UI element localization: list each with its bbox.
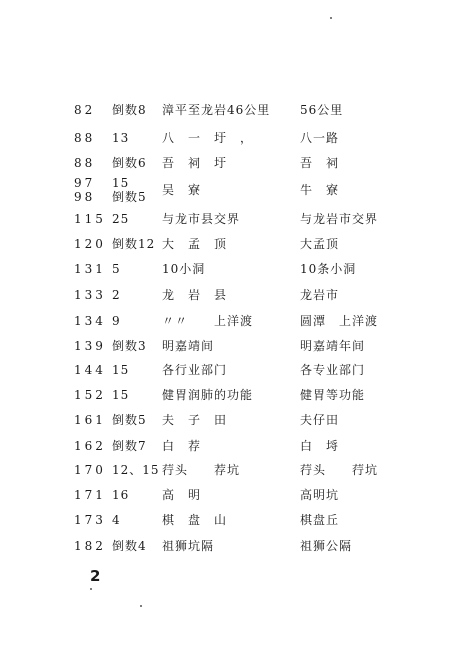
correct-text-cell: 56公里 xyxy=(300,103,344,117)
line-cell: 倒数7 xyxy=(112,439,147,453)
correct-text-cell: 棋盘丘 xyxy=(300,513,340,527)
wrong-text-cell: 明嘉靖间 xyxy=(162,339,215,353)
line-cell: 15 xyxy=(112,388,130,402)
errata-row xyxy=(0,510,450,530)
page-cell: 170 xyxy=(74,463,106,477)
wrong-text-cell: 吾 祠 圩 xyxy=(162,156,228,170)
errata-row xyxy=(0,410,450,430)
wrong-text-cell: 高 明 xyxy=(162,488,202,502)
wrong-text-cell: 〃〃 上洋渡 xyxy=(162,314,254,328)
correct-text-cell: 牛 寮 xyxy=(300,183,340,197)
correct-text-cell: 白 埓 xyxy=(300,439,340,453)
correct-text-cell: 荇头 荇坑 xyxy=(300,463,379,477)
wrong-text-cell: 10小洞 xyxy=(162,262,206,276)
correct-text-cell: 与龙岩市交界 xyxy=(300,212,379,226)
correct-text-cell: 八一路 xyxy=(300,131,340,145)
page-number: 2 xyxy=(90,567,101,585)
page-cell: 182 xyxy=(74,539,106,553)
page-cell: 131 xyxy=(74,262,106,276)
line-cell: 倒数4 xyxy=(112,539,147,553)
line-cell: 倒数5 xyxy=(112,413,147,427)
errata-row xyxy=(0,128,450,148)
correct-text-cell: 祖狮公隔 xyxy=(300,539,353,553)
page-cell: 120 xyxy=(74,237,106,251)
page-value-secondary: 98 xyxy=(74,190,96,204)
wrong-text-cell: 白 荐 xyxy=(162,439,202,453)
scan-speck xyxy=(140,605,142,607)
wrong-text-cell: 祖狮坑隔 xyxy=(162,539,215,553)
correct-text-cell: 吾 祠 xyxy=(300,156,340,170)
errata-row xyxy=(0,336,450,356)
errata-row xyxy=(0,311,450,331)
line-cell: 15 xyxy=(112,363,130,377)
wrong-text-cell: 与龙市县交界 xyxy=(162,212,241,226)
page-cell: 144 xyxy=(74,363,106,377)
errata-row xyxy=(0,176,450,204)
page-cell: 171 xyxy=(74,488,106,502)
wrong-text-cell: 棋 盘 山 xyxy=(162,513,228,527)
correct-text-cell: 龙岩市 xyxy=(300,288,340,302)
scan-speck xyxy=(330,17,332,19)
errata-row xyxy=(0,234,450,254)
line-value: 15 xyxy=(112,176,130,190)
line-cell xyxy=(112,176,147,204)
wrong-text-cell: 荇头 荐坑 xyxy=(162,463,241,477)
page-cell: 88 xyxy=(74,131,96,145)
line-cell: 倒数3 xyxy=(112,339,147,353)
line-cell: 12、15 xyxy=(112,463,160,477)
correct-text-cell: 大孟顶 xyxy=(300,237,340,251)
errata-row xyxy=(0,100,450,120)
wrong-text-cell: 夫 子 田 xyxy=(162,413,228,427)
wrong-text-cell: 大 孟 顶 xyxy=(162,237,228,251)
correct-text-cell: 健胃等功能 xyxy=(300,388,366,402)
line-cell: 倒数6 xyxy=(112,156,147,170)
page-cell: 161 xyxy=(74,413,106,427)
page-cell: 133 xyxy=(74,288,106,302)
wrong-text-cell: 漳平至龙岩46公里 xyxy=(162,103,271,117)
errata-row xyxy=(0,285,450,305)
page-cell: 152 xyxy=(74,388,106,402)
correct-text-cell: 高明坑 xyxy=(300,488,340,502)
correct-text-cell: 圆潭 上洋渡 xyxy=(300,314,379,328)
correct-text-cell: 各专业部门 xyxy=(300,363,366,377)
scan-speck xyxy=(90,588,92,590)
line-cell: 倒数8 xyxy=(112,103,147,117)
line-cell: 4 xyxy=(112,513,121,527)
correct-text-cell: 夫仔田 xyxy=(300,413,340,427)
errata-row xyxy=(0,460,450,480)
page-cell: 134 xyxy=(74,314,106,328)
errata-row xyxy=(0,536,450,556)
line-cell: 5 xyxy=(112,262,121,276)
wrong-text-cell: 八 一 圩 ， xyxy=(162,131,254,145)
line-cell: 13 xyxy=(112,131,130,145)
correct-text-cell: 10条小洞 xyxy=(300,262,357,276)
page-cell: 82 xyxy=(74,103,96,117)
line-cell: 16 xyxy=(112,488,130,502)
line-cell: 2 xyxy=(112,288,121,302)
page-cell: 139 xyxy=(74,339,106,353)
line-cell: 倒数12 xyxy=(112,237,156,251)
errata-row xyxy=(0,385,450,405)
page-cell xyxy=(74,176,95,204)
line-cell: 9 xyxy=(112,314,121,328)
correct-text-cell: 明嘉靖年间 xyxy=(300,339,366,353)
page-cell: 162 xyxy=(74,439,106,453)
page-cell: 115 xyxy=(74,212,106,226)
wrong-text-cell: 吴 寮 xyxy=(162,183,202,197)
wrong-text-cell: 各行业部门 xyxy=(162,363,228,377)
wrong-text-cell: 龙 岩 县 xyxy=(162,288,228,302)
page-value: 97 xyxy=(74,176,96,190)
errata-row xyxy=(0,436,450,456)
errata-row xyxy=(0,259,450,279)
line-cell: 25 xyxy=(112,212,130,226)
wrong-text-cell: 健胃润肺的功能 xyxy=(162,388,254,402)
errata-row xyxy=(0,485,450,505)
errata-row xyxy=(0,209,450,229)
errata-row xyxy=(0,153,450,173)
page-cell: 88 xyxy=(74,156,96,170)
line-value-secondary: 倒数5 xyxy=(112,190,147,204)
page-cell: 173 xyxy=(74,513,106,527)
errata-row xyxy=(0,360,450,380)
